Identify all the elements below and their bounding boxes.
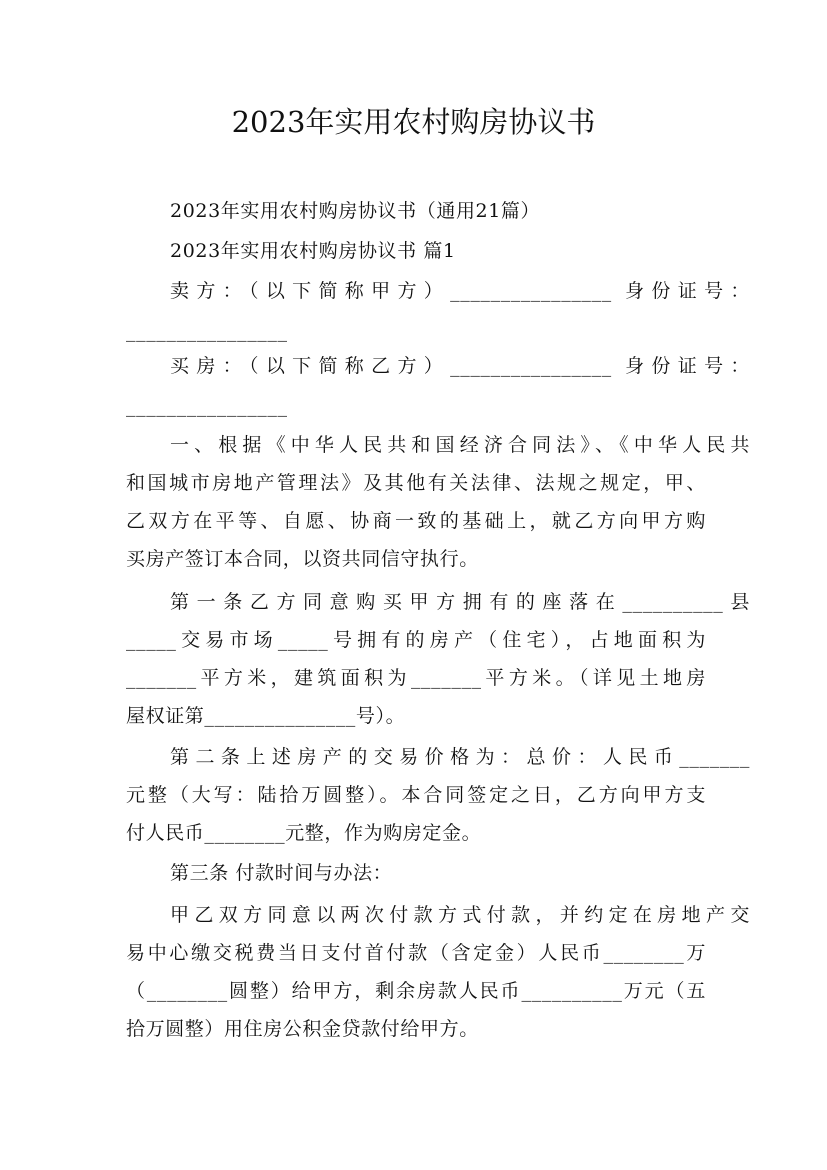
text-line: （________圆整）给甲方，剩余房款人民币__________万元（五 bbox=[126, 980, 706, 1002]
text-line: 付人民币________元整，作为购房定金。 bbox=[126, 822, 482, 844]
text-line: 买房：（以下简称乙方）________________ 身份证号： bbox=[170, 355, 750, 377]
text-line: 甲乙双方同意以两次付款方式付款，并约定在房地产交 bbox=[170, 904, 750, 926]
text-line: 第二条上述房产的交易价格为：总价：人民币_______ bbox=[170, 746, 750, 768]
text-line: 2023年实用农村购房协议书（通用21篇） bbox=[170, 200, 541, 222]
text-line: ________________ bbox=[126, 395, 288, 417]
text-line: 一、根据《中华人民共和国经济合同法》、《中华人民共 bbox=[170, 434, 750, 456]
text-line: 拾万圆整）用住房公积金贷款付给甲方。 bbox=[126, 1018, 479, 1040]
text-line: 乙双方在平等、自愿、协商一致的基础上，就乙方向甲方购 bbox=[126, 510, 706, 532]
text-line: 易中心缴交税费当日支付首付款（含定金）人民币________万 bbox=[126, 942, 706, 964]
text-line: ________________ bbox=[126, 320, 288, 342]
text-line: _______平方米，建筑面积为_______平方米。（详见土地房 bbox=[126, 667, 706, 689]
text-line: 2023年实用农村购房协议书 篇1 bbox=[170, 240, 456, 262]
text-line: 元整（大写：陆拾万圆整）。本合同签定之日，乙方向甲方支 bbox=[126, 784, 706, 806]
text-line: 卖方：（以下简称甲方）________________ 身份证号： bbox=[170, 280, 750, 302]
text-line: 第三条 付款时间与办法： bbox=[170, 862, 393, 884]
document-title: 2023年实用农村购房协议书 bbox=[231, 105, 596, 139]
text-line: 第一条乙方同意购买甲方拥有的座落在__________县 bbox=[170, 591, 750, 613]
text-line: 和国城市房地产管理法》及其他有关法律、法规之规定，甲、 bbox=[126, 472, 706, 494]
text-line: _____交易市场_____号拥有的房产（住宅），占地面积为 bbox=[126, 629, 706, 651]
text-line: 买房产签订本合同，以资共同信守执行。 bbox=[126, 548, 479, 570]
text-line: 屋权证第_______________号）。 bbox=[126, 705, 406, 727]
